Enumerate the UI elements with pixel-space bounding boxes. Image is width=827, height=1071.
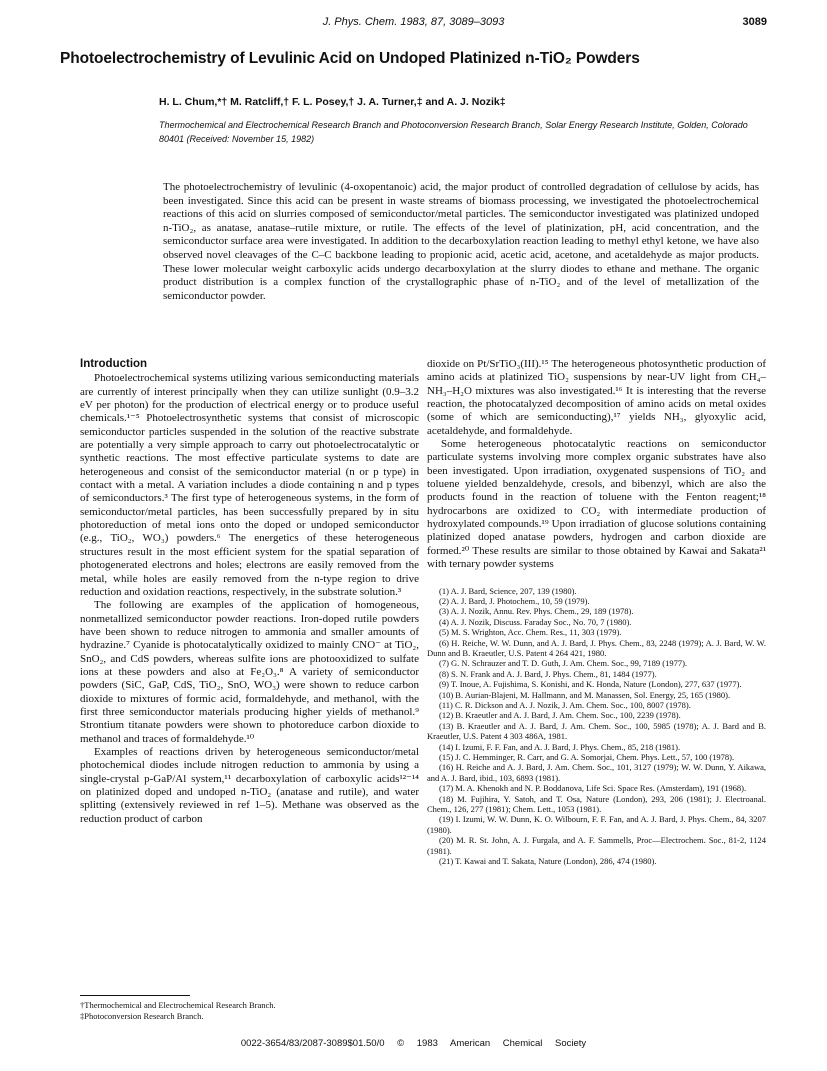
reference: (11) C. R. Dickson and A. J. Nozik, J. Am. Chem. Soc., 100, 8007 (1978).	[439, 699, 691, 710]
reference: (17) M. A. Khenokh and N. P. Boddanova, Life Sci. Space Res. (Amsterdam), 191 (1968).	[439, 783, 747, 794]
paragraph: Examples of reactions driven by heterogeneous semiconductor/metal photochemical diodes include nitrogen reduction to ammonia by using a single-crystal p-GaP/Al system,¹¹ decarboxylation of carboxylic acids¹²⁻¹⁴ on platinized doped and undoped n-TiO₂ (anatase and rutile), and water splitting (extensively reviewed in ref 1–5). Methane was observed as the reduction product of carbon	[80, 745, 419, 825]
footnote: ‡Photoconversion Research Branch.	[80, 1011, 204, 1021]
reference: (5) M. S. Wrighton, Acc. Chem. Res., 11, 303 (1979).	[439, 627, 622, 638]
footnote-rule	[80, 995, 190, 996]
reference: (4) A. J. Nozik, Discuss. Faraday Soc., No. 70, 7 (1980).	[439, 616, 632, 627]
section-heading: Introduction	[80, 358, 148, 370]
footnote: †Thermochemical and Electrochemical Research Branch.	[80, 1000, 276, 1010]
reference: (8) S. N. Frank and A. J. Bard, J. Phys. Chem., 81, 1484 (1977).	[439, 668, 657, 679]
copyright-footer: 0022-3654/83/2087-3089$01.50/0 © 1983 American Chemical Society	[240, 1038, 587, 1049]
affiliation: Thermochemical and Electrochemical Research Branch and Photoconversion Research Branch, Solar Energy Research Institute, Golden, Colorado 80401 (Received: November 15, 1982)	[159, 120, 748, 144]
reference: (7) G. N. Schrauzer and T. D. Guth, J. Am. Chem. Soc., 99, 7189 (1977).	[439, 658, 688, 669]
reference: (9) T. Inoue, A. Fujishima, S. Konishi, and K. Honda, Nature (London), 277, 637 (1977).	[439, 679, 742, 690]
reference: (14) I. Izumi, F. F. Fan, and A. J. Bard, J. Phys. Chem., 85, 218 (1981).	[439, 741, 681, 752]
paragraph: Photoelectrochemical systems utilizing various semiconducting materials are currently of interest principally when they can utilize sunlight (0.9–3.2 eV per photon) for the production of electrical energy or to produce useful chemicals.¹⁻⁵ Photoelectrosynthetic systems that consist of microscopic semiconductor particles suspended in the solution of the reactive substrate are potentially a very simple approach to carry out photoelectrocatalytic or synthetic reactions. The most effective particulate systems to date are heterogeneous and consist of the semiconductor material (n or p type) in contact with a metal. A variation includes a diode containing n and p types of semiconductors.³ The first type of heterogeneous systems, in the form of semiconductor/metal particles, has been successfully prepared by in situ photoreduction of metal ions onto the doped or undoped semiconductor (e.g., TiO₂, WO₃) powders.⁶ The energetics of these heterogeneous structures result in the most efficient system for the spatial separation of photogenerated electrons and holes; electrons are easily removed from the metal, while holes are easily removed from the n-type region to drive reduction and oxidation reactions, respectively, in the substrate solution.³	[80, 372, 419, 598]
right-column	[427, 358, 766, 866]
abstract: The photoelectrochemistry of levulinic (4-oxopentanoic) acid, the major product of controlled degradation of cellulose by acids, has been investigated. Since this acid can be present in waste streams of biomass processing, we investigated the photoelectrochemical reactions of this acid on slurries composed of semiconductor/metal particles. The semiconductor investigated was platinized undoped n-TiO₂, as anatase, anatase–rutile mixture, or rutile. The effects of the level of platinization, pH, acid concentration, and the semiconductor surface area were investigated. In addition to the decarboxylation reaction leading to methyl ethyl ketone, we have also observed novel cleavages of the C–C backbone leading to propionic acid, acetic acid, acetone, and acetaldehyde as major products. These lower molecular weight carboxylic acids undergo decarboxylation at the slurry diodes to ethane and methane. The organic product distribution is a complex function of the crystallographic phase of n-TiO₂ and of the level of metallization of the semiconductor powder.	[163, 181, 759, 302]
reference: (15) J. C. Hemminger, R. Carr, and G. A. Somorjai, Chem. Phys. Lett., 57, 100 (1978).	[439, 752, 735, 762]
reference: (18) M. Fujihira, Y. Satoh, and T. Osa, Nature (London), 293, 206 (1981); J. Electroanal. Chem., 126, 277 (1981); Chem. Lett., 1053 (1981).	[427, 793, 766, 815]
paragraph: dioxide on Pt/SrTiO₃(III).¹⁵ The heterogeneous photosynthetic production of amino acids at platinized TiO₂ suspensions by near-UV light from CH₄–NH₃–H₂O mixtures was also investigated.¹⁶ It is interesting that the reverse reaction, the photocatalyzed decomposition of amino acids on metal oxides (some of which are semiconducting),¹⁷ yields NH₃, glyoxylic acid, acetaldehyde, and formaldehyde.	[427, 358, 766, 437]
page-number: 3089	[742, 16, 767, 28]
reference: (16) H. Reiche and A. J. Bard, J. Am. Chem. Soc., 101, 3127 (1979); W. W. Dunn, Y. Aikawa, and A. J. Bard, ibid., 103, 6893 (1981).	[427, 762, 766, 783]
reference: (2) A. J. Bard, J. Photochem., 10, 59 (1979).	[439, 595, 590, 606]
paragraph: The following are examples of the application of homogeneous, nonmetallized semiconductor powder reactions. Iron-doped rutile powders have been shown to reduce nitrogen to ammonia and smaller amounts of hydrazine.⁷ Cyanide is photocatalytically oxidized to mainly CNO⁻ at TiO₂, SnO₂, and CdS powders, whereas sulfite ions are photooxidized to sulfate ions at these powders and also at Fe₂O₃.⁸ A variety of semiconductor powders (SiC, GaP, CdS, TiO₂, SnO, WO₃) were shown to reduce carbon dioxide to mixtures of formic acid, formaldehyde, and methanol, with the first three semiconductor materials producing higher yields of methanol.⁹ Strontium titanate powders were shown to photoreduce carbon dioxide to methanol and traces of formaldehyde.¹⁰	[80, 599, 419, 745]
reference-list	[427, 586, 766, 867]
reference: (6) H. Reiche, W. W. Dunn, and A. J. Bard, J. Phys. Chem., 83, 2248 (1979); A. J. Bard, W. W. Dunn and B. Kraeutler, U.S. Patent 4 264 421, 1980.	[427, 637, 766, 658]
reference: (1) A. J. Bard, Science, 207, 139 (1980).	[439, 585, 577, 596]
reference: (19) I. Izumi, W. W. Dunn, K. O. Wilbourn, F. F. Fan, and A. J. Bard, J. Phys. Chem., 84, 3207 (1980).	[427, 814, 766, 835]
reference: (21) T. Kawai and T. Sakata, Nature (London), 286, 474 (1980).	[439, 856, 657, 867]
journal-citation: J. Phys. Chem. 1983, 87, 3089–3093	[322, 16, 505, 28]
reference: (3) A. J. Nozik, Annu. Rev. Phys. Chem., 29, 189 (1978).	[439, 606, 634, 617]
reference: (10) B. Aurian-Blajeni, M. Hallmann, and M. Manassen, Sol. Energy, 25, 165 (1980).	[439, 689, 731, 700]
reference: (13) B. Kraeutler and A. J. Bard, J. Am. Chem. Soc., 100, 5985 (1978); A. J. Bard and B. Kraeutler, U.S. Patent 4 303 486A, 1981.	[427, 720, 766, 742]
running-header	[60, 16, 767, 32]
reference: (20) M. R. St. John, A. J. Furgala, and A. F. Sammells, Proc—Electrochem. Soc., 81-2, 1124 (1981).	[427, 835, 766, 856]
footnotes	[80, 995, 419, 1022]
left-column	[80, 358, 419, 826]
article-title: Photoelectrochemistry of Levulinic Acid on Undoped Platinized n-TiO₂ Powders	[60, 50, 640, 67]
reference: (12) B. Kraeutler and A. J. Bard, J. Am. Chem. Soc., 100, 2239 (1978).	[439, 710, 681, 721]
paragraph: Some heterogeneous photocatalytic reactions on semiconductor particulate systems involving more complex organic substrates have also been investigated. Upon irradiation, oxygenated suspensions of TiO₂ and toluene yielded benzaldehyde, cresols, and bibenzyl, which are also the products found in the reaction of toluene with the Fenton reagent;¹⁸ hydrocarbons are oxidized to CO₂ with intermediate production of hydroxylated compounds.¹⁹ Upon irradiation of glucose solutions containing platinized doped anatase powders, hydrogen and carbon dioxide are formed.²⁰ These results are similar to those obtained by Kawai and Sakata²¹ with ternary powder systems	[427, 438, 766, 571]
author-list: H. L. Chum,*† M. Ratcliff,† F. L. Posey,† J. A. Turner,‡ and A. J. Nozik‡	[159, 96, 506, 108]
